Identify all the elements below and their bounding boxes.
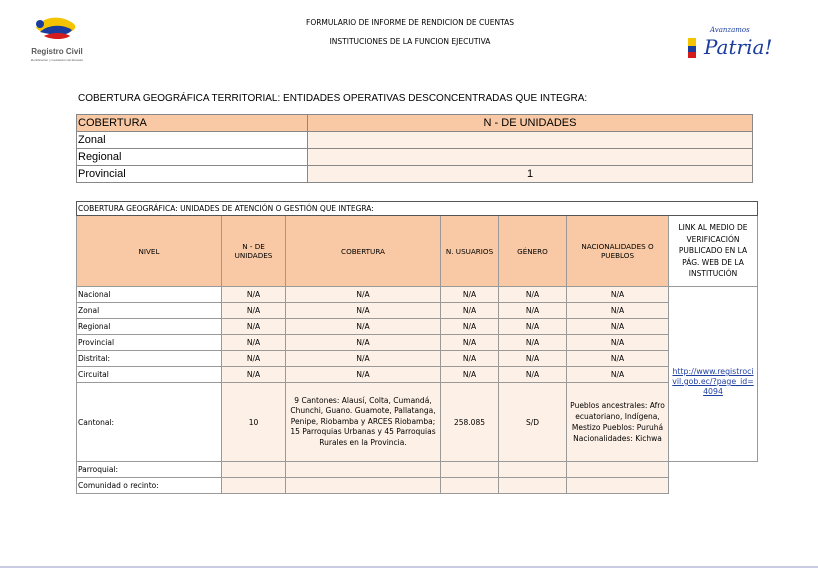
section2-title: COBERTURA GEOGRÁFICA: UNIDADES DE ATENCIÓN O GESTIÓN QUE INTEGRA: [77, 202, 758, 216]
row-value: 1 [308, 166, 753, 183]
table-row [77, 367, 758, 383]
row-label: Provincial [77, 166, 308, 183]
cell-unidades: N/A [222, 287, 286, 303]
cell-cobertura: 9 Cantones: Alausí, Colta, Cumandá, Chunchi, Guano. Guamote, Pallatanga, Penipe, Riobamba y ARCES Riobamba; 15 Parroquias Urbanas y 45 Parroquias Rurales en la Provincia. [286, 383, 441, 462]
logo-text: Registro Civil [31, 47, 83, 56]
cell-genero: S/D [499, 383, 567, 462]
row-value [308, 149, 753, 166]
cell-unidades: 10 [222, 383, 286, 462]
cell-genero: N/A [499, 351, 567, 367]
cell-nivel: Zonal [77, 303, 222, 319]
table-row-cantonal [77, 383, 758, 462]
table-row [77, 132, 753, 149]
row-label: Zonal [77, 132, 308, 149]
table-row [77, 351, 758, 367]
col-usuarios: N. USUARIOS [441, 216, 499, 287]
row-value [308, 132, 753, 149]
cell-unidades: N/A [222, 335, 286, 351]
cell-cobertura: N/A [286, 287, 441, 303]
footer-divider [0, 566, 818, 568]
table-row [77, 478, 758, 494]
patria-logo [686, 18, 778, 64]
logo-right-text1: Avanzamos [710, 26, 750, 34]
cell-genero: N/A [499, 335, 567, 351]
cell-nivel: Parroquial: [77, 462, 222, 478]
logo-right-text2: Patria! [704, 35, 773, 59]
section1-title: COBERTURA GEOGRÁFICA TERRITORIAL: ENTIDADES OPERATIVAS DESCONCENTRADAS QUE INTEGRA: [78, 93, 588, 104]
attention-units-table [76, 201, 758, 494]
verification-link-cell [669, 287, 758, 462]
verification-link[interactable]: http://www.registrocivil.gob.ec/?page_id=4094 [672, 367, 754, 396]
cell-nacionalidades: N/A [567, 335, 669, 351]
cell-nivel: Cantonal: [77, 383, 222, 462]
table-row [77, 462, 758, 478]
col-unidades: N - DE UNIDADES [222, 216, 286, 287]
cell-nivel: Distrital: [77, 351, 222, 367]
cell-nivel: Regional [77, 319, 222, 335]
form-title: FORMULARIO DE INFORME DE RENDICION DE CUENTAS [306, 18, 514, 27]
col-unidades: N - DE UNIDADES [308, 115, 753, 132]
col-nivel: NIVEL [77, 216, 222, 287]
cell-cobertura: N/A [286, 351, 441, 367]
col-nacionalidades: NACIONALIDADES O PUEBLOS [567, 216, 669, 287]
cell-nivel: Provincial [77, 335, 222, 351]
cell-genero: N/A [499, 303, 567, 319]
table-row [77, 149, 753, 166]
cell-usuarios: N/A [441, 367, 499, 383]
cell-nacionalidades: N/A [567, 319, 669, 335]
table-row [77, 303, 758, 319]
col-cobertura: COBERTURA [286, 216, 441, 287]
table-header-row [77, 216, 758, 287]
section2-title-row [77, 202, 758, 216]
table-row [77, 287, 758, 303]
cell-usuarios: 258.085 [441, 383, 499, 462]
cell-unidades: N/A [222, 351, 286, 367]
form-subtitle: INSTITUCIONES DE LA FUNCION EJECUTIVA [329, 37, 491, 46]
territorial-coverage-table [76, 114, 753, 183]
cell-usuarios: N/A [441, 335, 499, 351]
cell-genero: N/A [499, 367, 567, 383]
table-row [77, 166, 753, 183]
registro-civil-logo [22, 10, 92, 66]
table-row [77, 319, 758, 335]
col-link: LINK AL MEDIO DE VERIFICACIÓN PUBLICADO EN LA PÁG. WEB DE LA INSTITUCIÓN [669, 216, 758, 287]
cell-cobertura: N/A [286, 319, 441, 335]
cell-cobertura: N/A [286, 303, 441, 319]
cell-nacionalidades: N/A [567, 303, 669, 319]
col-genero: GÉNERO [499, 216, 567, 287]
logo-subtext: Identificación y Cedulación del Ecuador [30, 58, 84, 62]
cell-unidades: N/A [222, 367, 286, 383]
cell-nacionalidades: N/A [567, 351, 669, 367]
table-row [77, 335, 758, 351]
row-label: Regional [77, 149, 308, 166]
cell-unidades: N/A [222, 303, 286, 319]
cell-nacionalidades: Pueblos ancestrales: Afro ecuatoriano, Indígena, Mestizo Pueblos: Puruhá Nacionalidades: Kichwa [567, 383, 669, 462]
cell-unidades: N/A [222, 319, 286, 335]
cell-nivel: Circuital [77, 367, 222, 383]
cell-usuarios: N/A [441, 303, 499, 319]
cell-nacionalidades: N/A [567, 287, 669, 303]
cell-usuarios: N/A [441, 351, 499, 367]
cell-usuarios: N/A [441, 319, 499, 335]
cell-nivel: Comunidad o recinto: [77, 478, 222, 494]
cell-genero: N/A [499, 287, 567, 303]
cell-usuarios: N/A [441, 287, 499, 303]
cell-genero: N/A [499, 319, 567, 335]
cell-cobertura: N/A [286, 335, 441, 351]
col-cobertura: COBERTURA [77, 115, 308, 132]
cell-cobertura: N/A [286, 367, 441, 383]
cell-nacionalidades: N/A [567, 367, 669, 383]
cell-nivel: Nacional [77, 287, 222, 303]
table-header-row [77, 115, 753, 132]
